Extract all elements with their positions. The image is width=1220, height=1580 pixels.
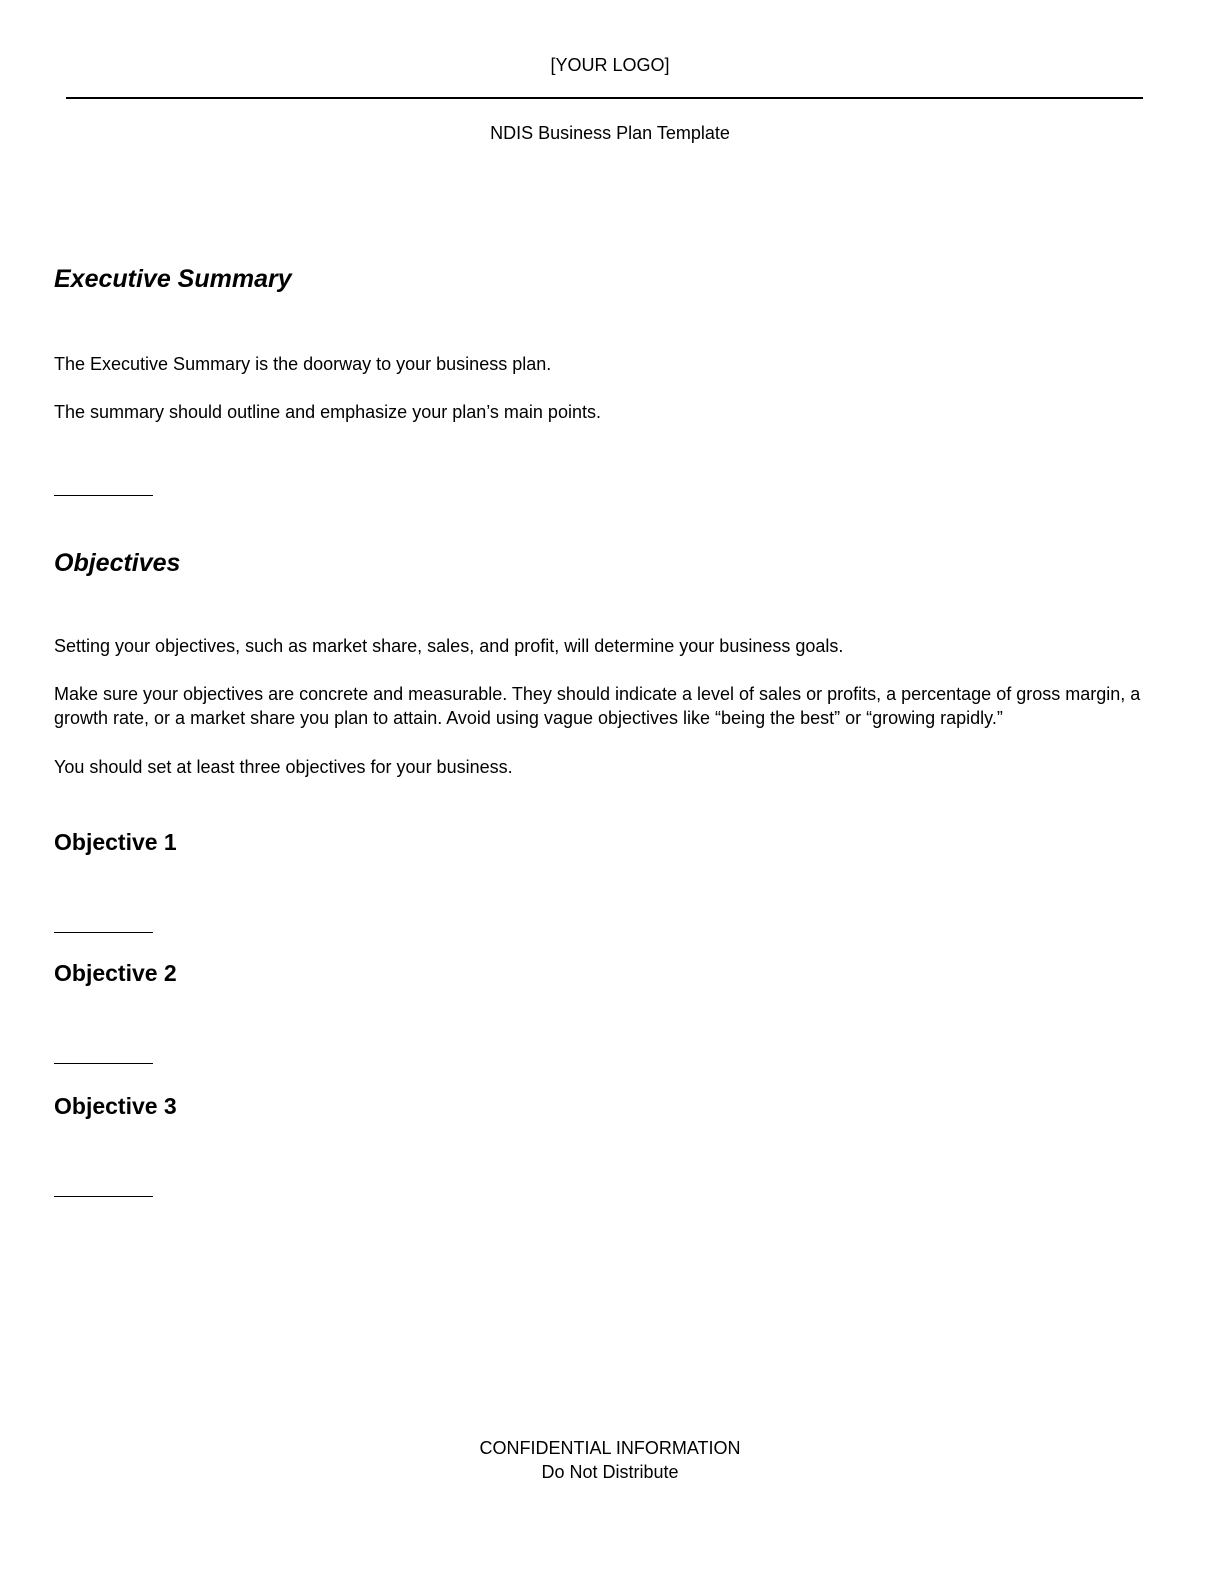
objectives-paragraph-2: Make sure your objectives are concrete and measurable. They should indicate a level of sales or profits, a percentage of gross margin, a growth rate, or a market share you plan to attain. Avoid using vague objectives like “being the best” or “growing rapidly.”: [54, 684, 1141, 728]
footer-distribution-notice: Do Not Distribute: [541, 1462, 679, 1482]
objective-3-separator: [54, 1196, 153, 1197]
document-title: NDIS Business Plan Template: [490, 123, 730, 143]
objective-3-heading: Objective 3: [54, 1093, 177, 1119]
objective-1-separator: [54, 932, 153, 933]
objectives-paragraph-1: Setting your objectives, such as market share, sales, and profit, will determine your business goals.: [54, 636, 844, 656]
objective-2-separator: [54, 1063, 153, 1064]
executive-summary-heading: Executive Summary: [54, 265, 292, 293]
executive-summary-paragraph-1: The Executive Summary is the doorway to your business plan.: [54, 354, 552, 374]
objectives-heading: Objectives: [54, 549, 181, 577]
objective-2-heading: Objective 2: [54, 960, 177, 986]
section-separator: [54, 495, 153, 496]
footer-confidential: CONFIDENTIAL INFORMATION: [479, 1438, 741, 1458]
executive-summary-paragraph-2: The summary should outline and emphasize your plan’s main points.: [54, 402, 601, 422]
header-divider: [66, 97, 1143, 99]
objectives-paragraph-3: You should set at least three objectives for your business.: [54, 757, 513, 777]
objective-1-heading: Objective 1: [54, 829, 177, 855]
logo-placeholder: [YOUR LOGO]: [550, 55, 670, 75]
